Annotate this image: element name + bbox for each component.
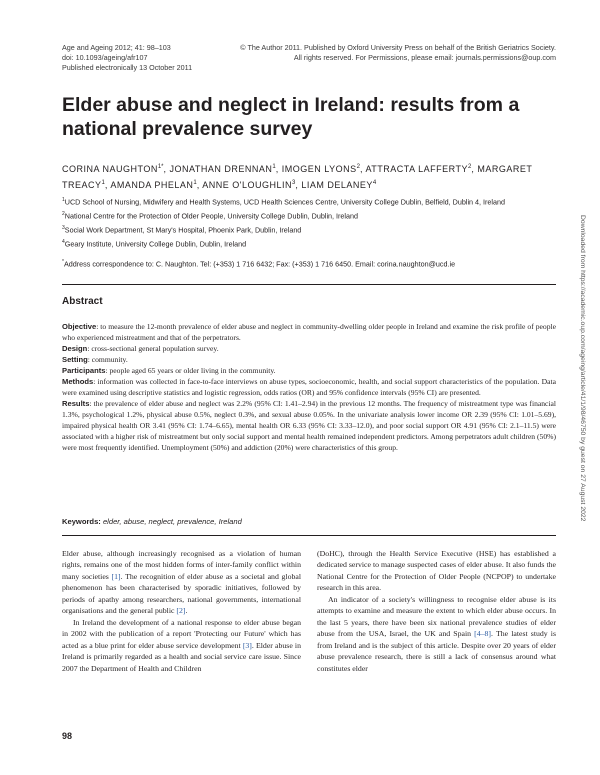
body-text-run: An indicator of a society's willingness to recognise elder abuse is its attempts to examine and measure the extent to which elder abuse occurs. In the last 5 years, there have been six national prevalence studies of elder abuse from the USA, Israel, the UK and Spain bbox=[317, 594, 556, 639]
author-affiliation-mark: 2 bbox=[467, 164, 472, 170]
affiliation bbox=[62, 195, 556, 208]
author-affiliation-mark: 4 bbox=[372, 180, 377, 186]
left-column bbox=[62, 548, 301, 674]
abstract-section bbox=[62, 365, 556, 376]
abstract-section-label: Methods bbox=[62, 377, 94, 386]
abstract-section bbox=[62, 354, 556, 365]
abstract-section-text: : people aged 65 years or older living in the community. bbox=[105, 366, 276, 375]
author-name: LIAM DELANEY bbox=[301, 180, 373, 190]
affiliation-number: 1 bbox=[62, 197, 65, 203]
affiliation-number: 4 bbox=[62, 238, 65, 245]
abstract-section-text: : information was collected in face-to-face interviews on abuse types, socioeconomic, health, and social support characteristics of the population. Data were examined using descriptive statistics and logistic regression, odds ratios (OR) and 95% confidence intervals (95% CI) are presented. bbox=[62, 377, 556, 397]
divider bbox=[62, 284, 556, 285]
affiliation bbox=[62, 237, 556, 250]
download-note: Downloaded from https://academic.oup.com/ageing/article/41/1/98/46750 by guest on 27 August 2022 bbox=[579, 215, 586, 522]
abstract-section-label: Results bbox=[62, 399, 90, 408]
journal-citation: Age and Ageing 2012; 41: 98–103 bbox=[62, 43, 171, 52]
author-name: ATTRACTA LAFFERTY bbox=[365, 164, 468, 174]
author-separator: , bbox=[104, 180, 111, 190]
body-text-run: (DoHC), through the Health Service Executive (HSE) has established a dedicated service to manage suspected cases of elder abuse. It also funds the National Centre for the Protection of Older People (NCPOP) to undertake research in this area. bbox=[317, 549, 556, 593]
body-text-run: . bbox=[185, 606, 188, 616]
affiliation-text: Geary Institute, University College Dublin, Dublin, Ireland bbox=[64, 239, 247, 249]
author-affiliation-mark: 1 bbox=[272, 164, 276, 170]
abstract-section-label: Participants bbox=[62, 366, 106, 375]
divider bbox=[62, 535, 556, 536]
affiliation-text: National Centre for the Protection of Older People, University College Dublin, Dublin, Ireland bbox=[64, 211, 359, 221]
author-affiliation-mark: 3 bbox=[292, 180, 296, 186]
author-affiliation-mark: 1 bbox=[193, 180, 197, 186]
body-paragraph bbox=[62, 548, 301, 617]
body-paragraph bbox=[62, 617, 301, 674]
abstract-section-text: : to measure the 12-month prevalence of elder abuse and neglect in community-dwelling older people in Ireland and examine the risk profile of people who experienced mistreatment and that of the perpetrators. bbox=[62, 322, 556, 342]
citation-link[interactable]: [3] bbox=[242, 640, 252, 650]
citation-link[interactable]: [1] bbox=[111, 571, 121, 581]
author-name: MARGARET TREACY bbox=[62, 164, 533, 190]
author-separator: , bbox=[295, 180, 302, 190]
keywords-label: Keywords: bbox=[62, 517, 101, 526]
abstract-section bbox=[62, 343, 556, 354]
author-affiliation-mark: 2 bbox=[356, 164, 360, 170]
body-text bbox=[62, 548, 556, 674]
affiliation-number: 2 bbox=[62, 210, 65, 217]
permissions-notice: All rights reserved. For Permissions, please email: journals.permissions@oup.com bbox=[293, 53, 556, 62]
keywords-list: elder, abuse, neglect, prevalence, Ireland bbox=[102, 517, 242, 526]
affiliation-text: Social Work Department, St Mary's Hospital, Phoenix Park, Dublin, Ireland bbox=[64, 225, 302, 235]
affiliation bbox=[62, 209, 556, 222]
abstract-section bbox=[62, 398, 556, 453]
body-text-run: In Ireland the development of a national response to elder abuse began in 2002 with the publication of a report 'Protecting our Future' which has acted as a blue print for elder abuse service development bbox=[62, 617, 301, 650]
author-separator: , bbox=[275, 164, 282, 174]
author-affiliation-mark: 1* bbox=[157, 164, 164, 170]
abstract-heading: Abstract bbox=[62, 296, 103, 307]
author-name: AMANDA PHELAN bbox=[110, 180, 194, 190]
body-text-run: . The recognition of elder abuse as a societal and global phenomenon has been characterised by sporadic initiatives, followed by periods of apathy among researchers, national governments, international organisations and the general public bbox=[62, 571, 301, 616]
page-number: 98 bbox=[62, 731, 73, 741]
abstract-section-label: Objective bbox=[62, 322, 97, 331]
author-separator: , bbox=[163, 164, 170, 174]
citation-link[interactable]: [2] bbox=[176, 606, 186, 616]
author-affiliation-mark: 1 bbox=[101, 180, 105, 186]
correspondence-address: *Address correspondence to: C. Naughton. Tel: (+353) 1 716 6432; Fax: (+353) 1 716 6450. Email: corina.naughton@ucd.ie bbox=[62, 258, 456, 268]
affiliation-text: UCD School of Nursing, Midwifery and Health Systems, UCD Health Sciences Centre, University College Dublin, Belfield, Dublin 4, Ireland bbox=[64, 197, 506, 207]
author-name: JONATHAN DRENNAN bbox=[169, 164, 273, 174]
right-column bbox=[317, 548, 556, 674]
affiliations bbox=[62, 195, 556, 270]
body-paragraph bbox=[317, 594, 556, 674]
abstract-section-label: Design bbox=[62, 344, 88, 353]
abstract-section-label: Setting bbox=[62, 355, 88, 364]
abstract-section-text: : the prevalence of elder abuse and neglect was 2.2% (95% CI: 1.41–2.94) in the previous 12 months. The frequency of mistreatment type was financial 1.3%, psychological 1.2%, physical abuse 0.5%, neglect 0.3%, and sexual abuse 0.05%. In the univariate analysis lower income OR 2.39 (95% CI: 1.01–5.69), impaired physical health OR 3.41 (95% CI: 1.74–6.65), mental health OR 6.33 (95% CI: 3.33–12.0), and poor social support OR 4.91 (95% CI: 2.1–11.5) were associated with a higher risk of mistreatment but only social support and mental health remained independent predictors. Among perpetrators adult children (50%) were most frequently identified. Unemployment (50%) and addiction (20%) were characteristics of this group. bbox=[62, 399, 556, 452]
author-name: ANNE O'LOUGHLIN bbox=[202, 180, 293, 190]
article-title: Elder abuse and neglect in Ireland: results from a national prevalence survey bbox=[62, 94, 520, 140]
affiliation bbox=[62, 223, 556, 236]
abstract-section bbox=[62, 376, 556, 398]
body-paragraph bbox=[317, 548, 556, 594]
journal-header bbox=[62, 43, 556, 73]
citation-link[interactable]: [4–8] bbox=[474, 629, 492, 639]
publication-date: Published electronically 13 October 2011 bbox=[62, 63, 193, 72]
author-list bbox=[62, 160, 556, 192]
affiliation-number: 3 bbox=[62, 224, 65, 231]
abstract-section bbox=[62, 321, 556, 343]
doi-link[interactable]: doi: 10.1093/ageing/afr107 bbox=[62, 53, 148, 62]
body-text-run: . The latest study is from Ireland and is the subject of this article. Despite over 20 years of elder abuse prevalence research, there is still a lack of consensus around what constitutes elder bbox=[317, 629, 556, 673]
author-separator: , bbox=[471, 164, 478, 174]
author-separator: , bbox=[359, 164, 366, 174]
author-separator: , bbox=[196, 180, 203, 190]
copyright-notice: © The Author 2011. Published by Oxford University Press on behalf of the British Geriatrics Society. bbox=[240, 43, 556, 52]
abstract-body bbox=[62, 321, 556, 453]
author-name: CORINA NAUGHTON bbox=[62, 164, 158, 174]
body-text-run: . Elder abuse in Ireland is primarily regarded as a health and social service care issue. Since 2007 the Department of Health and Children bbox=[62, 640, 301, 673]
keywords bbox=[62, 516, 556, 527]
download-watermark bbox=[574, 215, 586, 555]
body-text-run: Elder abuse, although increasingly recognised as a violation of human rights, remains one of the most hidden forms of inter-family conflict within many societies bbox=[62, 549, 301, 581]
author-name: IMOGEN LYONS bbox=[281, 164, 357, 174]
abstract-section-text: : community. bbox=[87, 355, 128, 364]
abstract-section-text: : cross-sectional general population survey. bbox=[87, 344, 219, 353]
